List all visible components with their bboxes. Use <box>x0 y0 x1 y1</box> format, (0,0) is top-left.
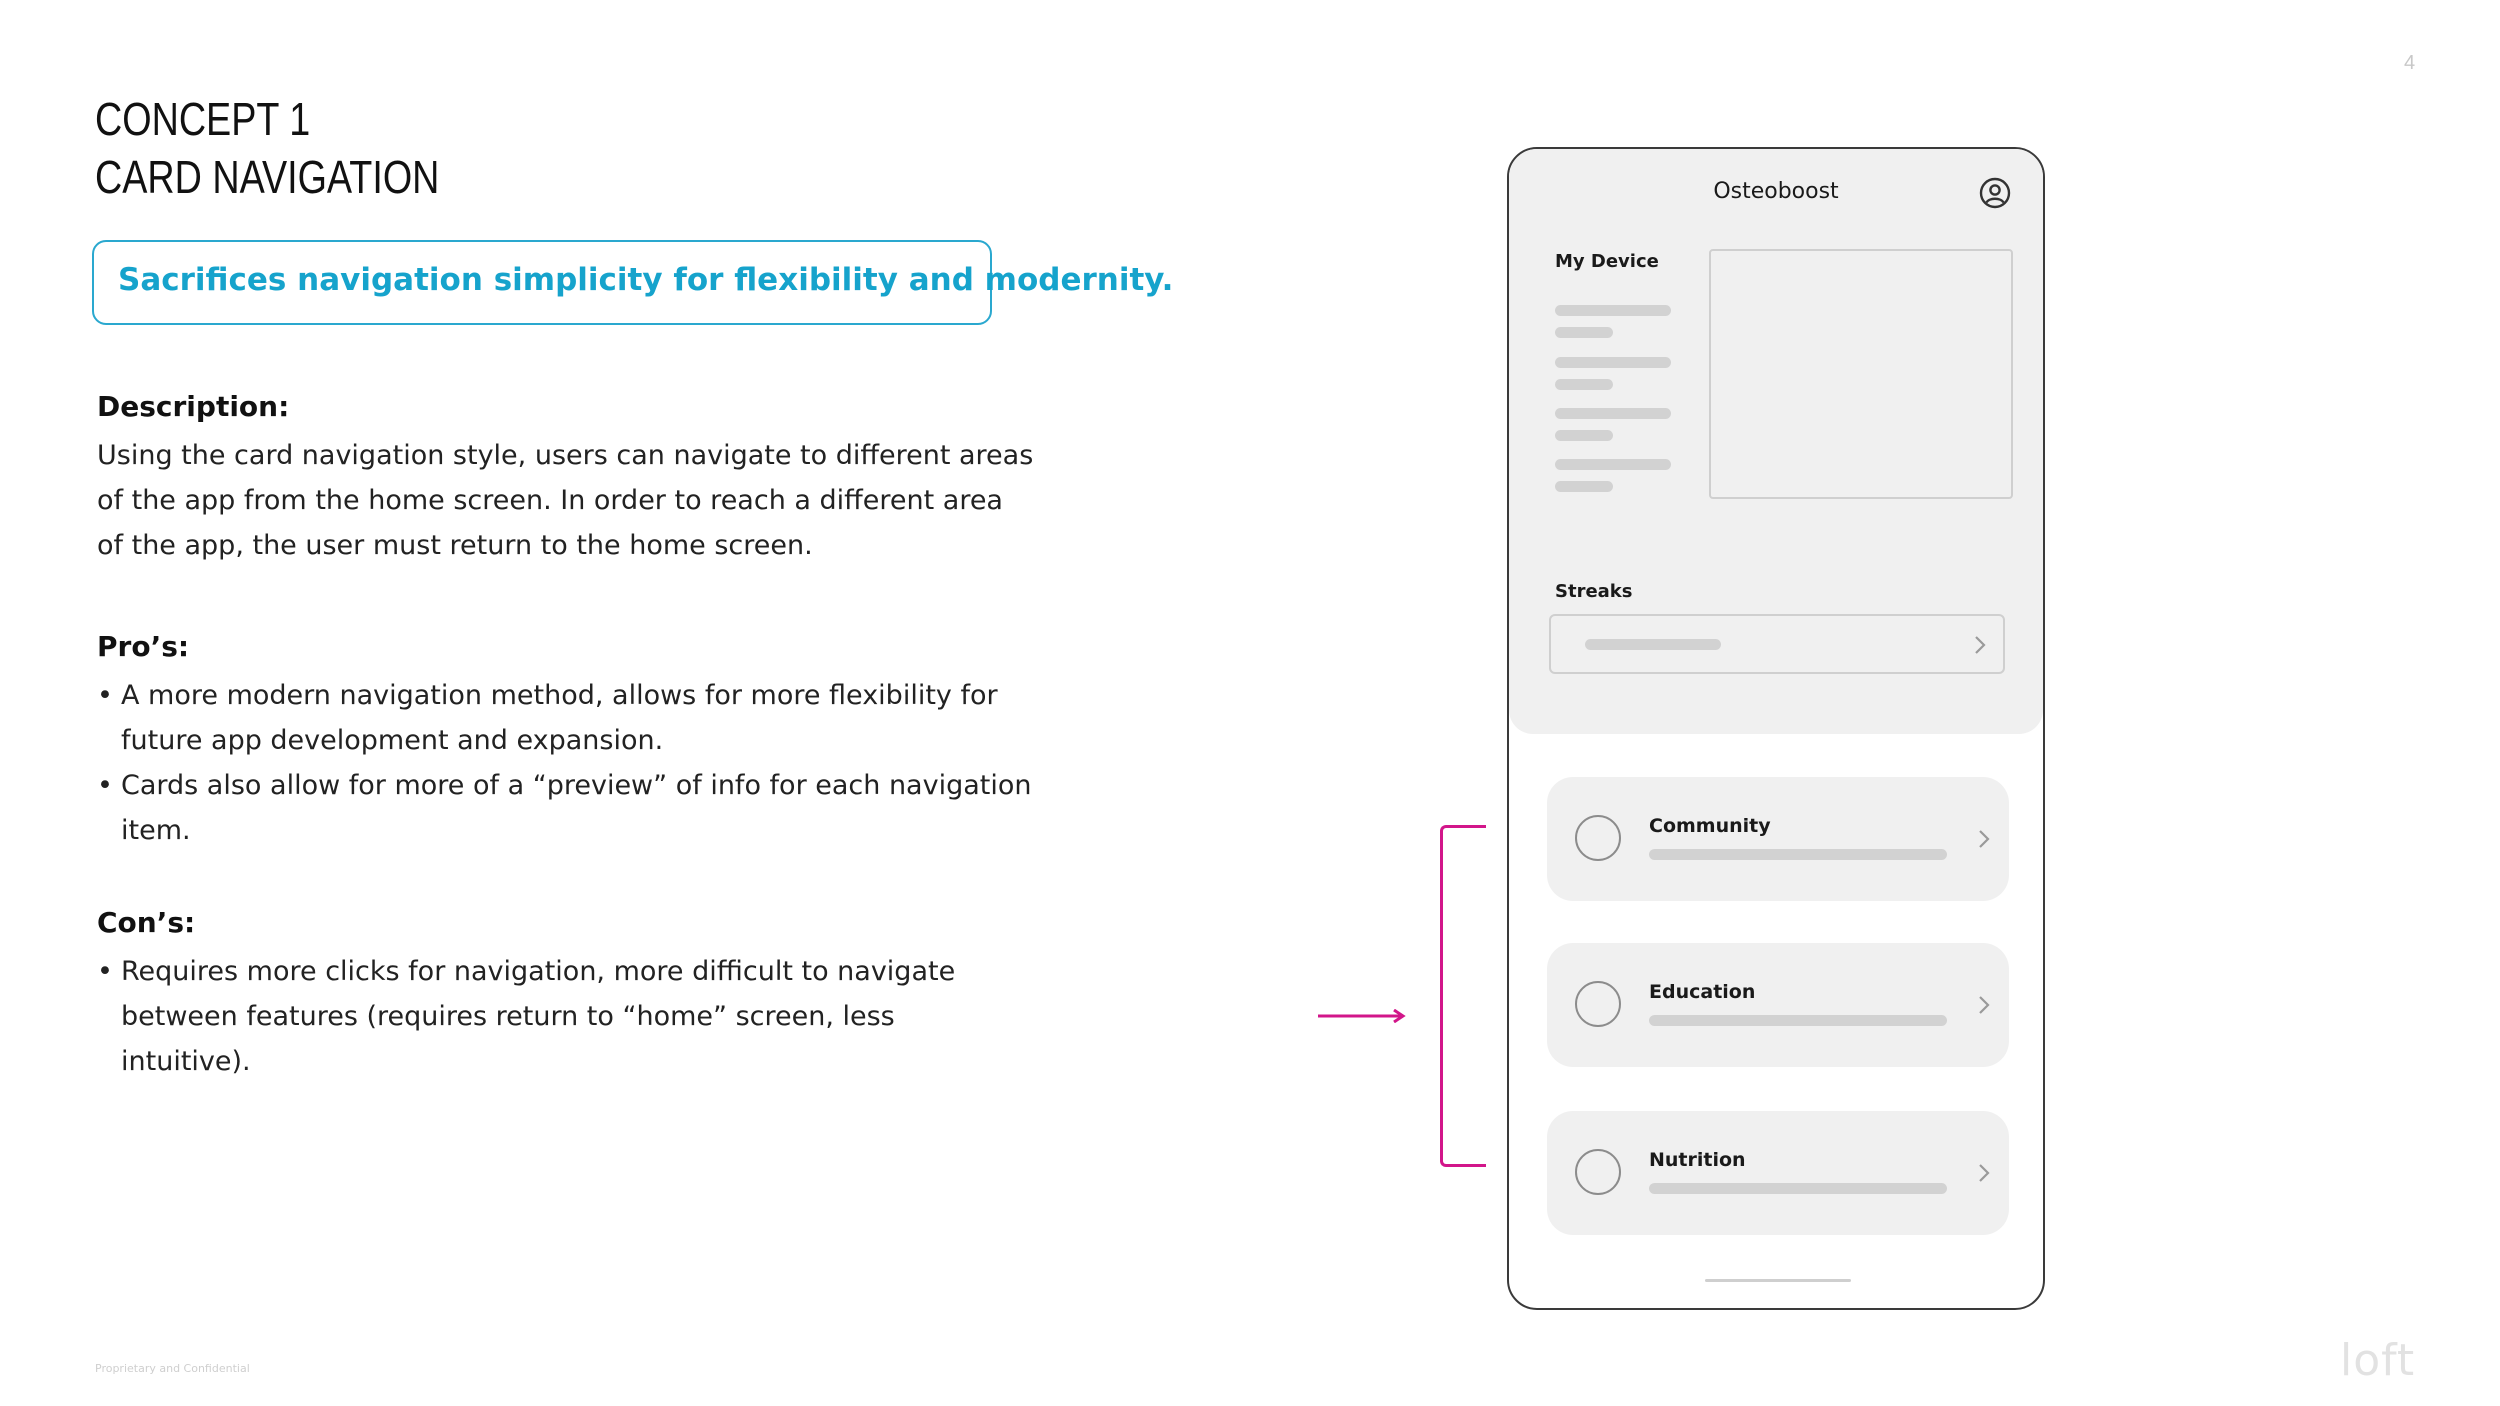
placeholder-bar <box>1555 379 1613 390</box>
page-number: 4 <box>2404 52 2416 74</box>
slide-title-concept: CONCEPT 1 <box>95 93 311 145</box>
pros-heading: Pro’s: <box>97 630 190 663</box>
placeholder-bar <box>1555 430 1613 441</box>
user-circle-icon[interactable] <box>1979 177 2011 209</box>
chevron-right-icon <box>1977 1162 1991 1184</box>
description-line: Using the card navigation style, users can navigate to different areas <box>97 440 1034 471</box>
card-label: Community <box>1649 815 1771 837</box>
loft-logo: loft <box>2340 1335 2416 1386</box>
card-avatar-circle <box>1575 981 1621 1027</box>
placeholder-bar <box>1649 1183 1947 1194</box>
cons-line: Requires more clicks for navigation, more difficult to navigate <box>121 956 956 987</box>
placeholder-bar <box>1585 639 1721 650</box>
placeholder-bar <box>1555 327 1613 338</box>
nav-card-education[interactable] <box>1547 943 2009 1067</box>
pros-line: future app development and expansion. <box>121 725 664 756</box>
nav-card-nutrition[interactable] <box>1547 1111 2009 1235</box>
placeholder-bar <box>1555 357 1671 368</box>
chevron-right-icon <box>1977 828 1991 850</box>
cons-heading: Con’s: <box>97 906 196 939</box>
pros-item <box>97 673 1017 763</box>
bullet-icon: • <box>97 770 113 801</box>
placeholder-bar <box>1555 459 1671 470</box>
callout-text: Sacrifices navigation simplicity for flexibility and modernity. <box>118 262 1174 298</box>
streaks-card[interactable] <box>1549 614 2005 674</box>
cons-line: intuitive). <box>121 1046 251 1077</box>
description-heading: Description: <box>97 390 290 423</box>
placeholder-bar <box>1555 481 1613 492</box>
cons-list <box>97 949 1017 1084</box>
pros-line: item. <box>121 815 191 846</box>
card-label: Education <box>1649 981 1756 1003</box>
description-text <box>97 433 1034 568</box>
bullet-icon: • <box>97 956 113 987</box>
placeholder-bar <box>1649 849 1947 860</box>
pros-list <box>97 673 1032 853</box>
annotation-arrow-icon <box>1318 1009 1406 1023</box>
placeholder-bar <box>1649 1015 1947 1026</box>
phone-mockup <box>1507 147 2045 1310</box>
annotation-bracket <box>1440 825 1486 1167</box>
streaks-label: Streaks <box>1555 581 1633 602</box>
cons-item <box>97 949 1017 1084</box>
placeholder-bar <box>1555 408 1671 419</box>
chevron-right-icon <box>1977 994 1991 1016</box>
bullet-icon: • <box>97 680 113 711</box>
description-line: of the app from the home screen. In order to reach a different area <box>97 485 1003 516</box>
card-label: Nutrition <box>1649 1149 1746 1171</box>
device-image-placeholder <box>1709 249 2013 499</box>
card-avatar-circle <box>1575 815 1621 861</box>
placeholder-bar <box>1555 305 1671 316</box>
my-device-label: My Device <box>1555 251 1659 272</box>
cons-line: between features (requires return to “home” screen, less <box>121 1001 895 1032</box>
home-indicator[interactable] <box>1705 1279 1851 1282</box>
slide-title-card-navigation: CARD NAVIGATION <box>95 151 440 203</box>
card-avatar-circle <box>1575 1149 1621 1195</box>
description-line: of the app, the user must return to the home screen. <box>97 530 813 561</box>
callout-box <box>92 240 1174 325</box>
footer-confidential: Proprietary and Confidential <box>95 1362 250 1375</box>
app-title: Osteoboost <box>1713 179 1839 204</box>
chevron-right-icon <box>1973 634 1987 656</box>
pros-item <box>97 763 1032 853</box>
nav-card-community[interactable] <box>1547 777 2009 901</box>
pros-line: Cards also allow for more of a “preview” of info for each navigation <box>121 770 1032 801</box>
home-header-panel <box>1509 149 2043 734</box>
pros-line: A more modern navigation method, allows for more flexibility for <box>121 680 998 711</box>
